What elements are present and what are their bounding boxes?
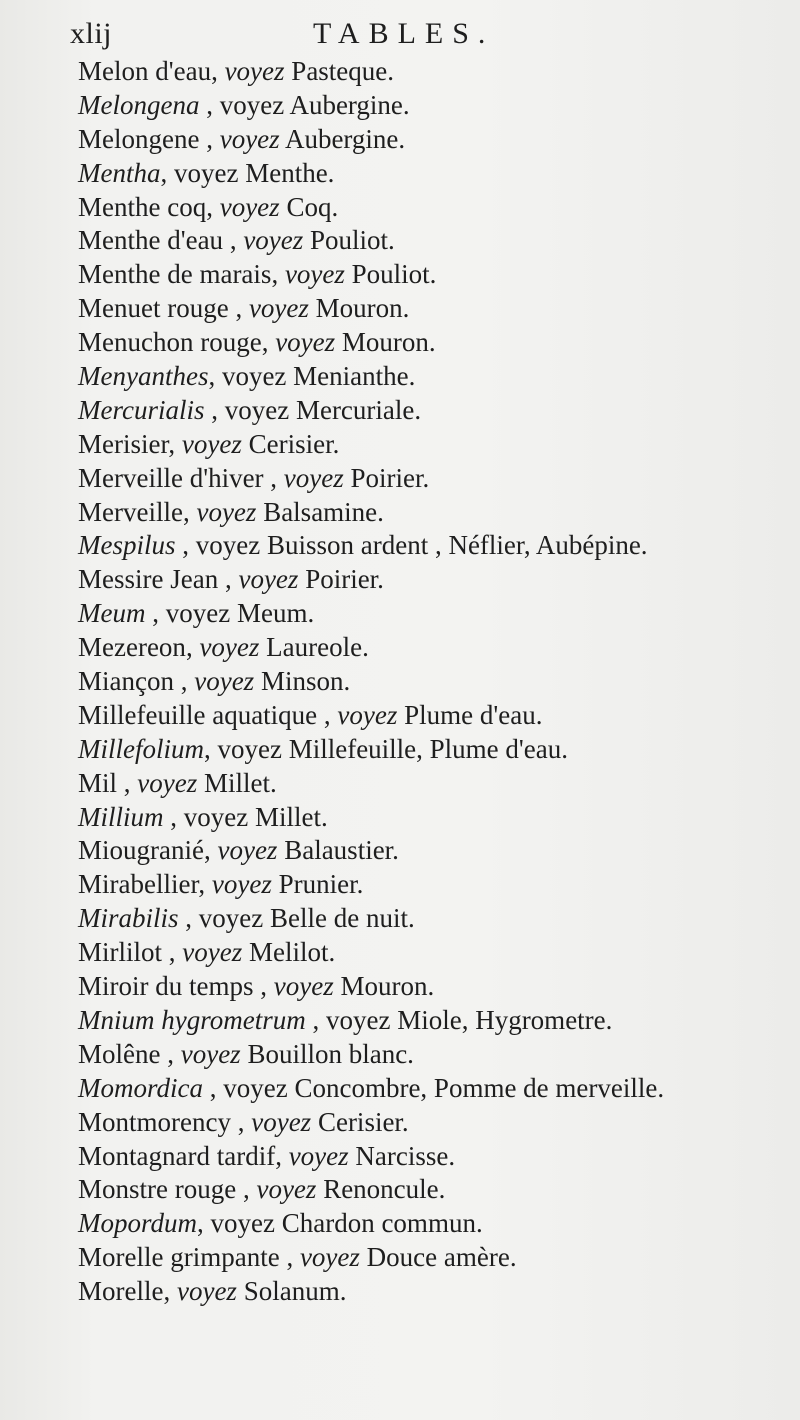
entry-target: Belle de nuit.	[263, 903, 415, 934]
entry-target: Aubergine.	[284, 89, 410, 120]
entry-separator: ,	[206, 191, 220, 222]
entry-separator: ,	[236, 1174, 257, 1205]
entry-separator: ,	[317, 699, 338, 730]
entry-separator: ,	[168, 428, 182, 459]
index-entry	[78, 359, 778, 393]
index-entry	[78, 596, 778, 630]
entry-voyez: voyez	[180, 1038, 241, 1069]
entry-separator: ,	[263, 462, 284, 493]
index-entry	[78, 1274, 778, 1308]
entry-target: Millet.	[197, 767, 277, 798]
entry-voyez: voyez	[199, 632, 260, 663]
entry-voyez: voyez	[283, 462, 344, 493]
index-entry	[78, 833, 778, 867]
index-entry	[78, 1071, 778, 1105]
entry-target: Pasteque.	[284, 56, 395, 86]
entry-headword: Montmorency	[78, 1106, 231, 1137]
index-entry	[78, 528, 778, 562]
entry-separator: ,	[185, 632, 200, 663]
entry-target: Cerisier.	[241, 428, 340, 459]
entry-voyez: voyez	[196, 496, 257, 527]
entry-voyez: voyez	[273, 971, 334, 1002]
page-title: TABLES.	[313, 17, 495, 50]
entry-headword: Millium	[78, 801, 164, 832]
index-entry	[78, 766, 778, 800]
entry-separator: ,	[204, 394, 225, 425]
entry-target: Miole, Hygrometre.	[390, 1004, 613, 1035]
entry-headword: Merveille d'hiver	[78, 462, 264, 493]
index-entry	[78, 800, 778, 834]
entry-separator: ,	[145, 598, 166, 629]
entry-voyez: voyez	[337, 699, 398, 730]
index-entry	[78, 630, 778, 664]
entry-voyez: voyez	[182, 937, 243, 968]
entry-headword: Menyanthes	[78, 361, 209, 392]
entry-target: Pouliot.	[303, 225, 395, 256]
entry-headword: Molêne	[78, 1038, 161, 1069]
entry-target: Plume d'eau.	[397, 699, 543, 730]
index-entry	[78, 1139, 778, 1173]
entry-voyez: voyez	[284, 259, 345, 290]
entry-target: Mouron.	[308, 293, 410, 324]
entry-voyez: voyez	[219, 89, 285, 120]
entry-separator: ,	[182, 496, 197, 527]
entry-target: Melilot.	[242, 937, 336, 968]
entry-target: Balsamine.	[256, 496, 384, 527]
index-entry	[78, 1003, 778, 1037]
entry-separator: ,	[197, 1208, 211, 1239]
entry-separator: ,	[230, 1106, 252, 1137]
entry-headword: Miançon	[78, 666, 174, 697]
entry-target: Douce amère.	[359, 1242, 517, 1273]
index-entry	[78, 54, 778, 88]
entry-headword: Menthe coq	[78, 191, 207, 222]
entry-headword: Menuet rouge	[78, 293, 229, 324]
entry-separator: ,	[211, 56, 225, 86]
index-entry	[78, 495, 778, 529]
entry-separator: ,	[178, 903, 199, 934]
entry-separator: ,	[208, 361, 222, 392]
entry-voyez: voyez	[248, 293, 309, 324]
entry-headword: Mirabilis	[78, 903, 179, 934]
entry-headword: Messire Jean	[78, 564, 219, 595]
entry-separator: ,	[117, 767, 138, 798]
entry-separator: ,	[160, 157, 174, 188]
index-entry	[78, 393, 778, 427]
index-entry	[78, 461, 778, 495]
entry-voyez: voyez	[224, 56, 285, 86]
entry-voyez: voyez	[210, 1208, 275, 1239]
entry-headword: Montagnard tardif	[78, 1140, 276, 1171]
entry-separator: ,	[279, 1242, 300, 1273]
entry-headword: Mil	[78, 767, 118, 798]
page-number: xlij	[70, 17, 113, 50]
entry-separator: ,	[163, 801, 184, 832]
entry-target: Mercuriale.	[289, 394, 422, 425]
entry-headword: Millefolium	[78, 733, 204, 764]
entry-separator: ,	[163, 1276, 177, 1307]
index-entry	[78, 901, 778, 935]
entry-voyez: voyez	[137, 767, 198, 798]
index-entry	[78, 1105, 778, 1139]
index-entry	[78, 223, 778, 257]
entry-voyez: voyez	[217, 733, 282, 764]
entry-separator: ,	[223, 225, 244, 256]
index-entry	[78, 325, 778, 359]
entry-separator: ,	[203, 733, 218, 764]
entry-target: Menianthe.	[286, 361, 416, 392]
index-entry	[78, 732, 778, 766]
index-entry	[78, 190, 778, 224]
entry-separator: ,	[199, 89, 220, 120]
entry-separator: ,	[202, 1072, 224, 1103]
entry-target: Millefeuille, Plume d'eau.	[281, 733, 568, 764]
entry-target: Meum.	[230, 598, 315, 629]
entry-target: Mouron.	[335, 327, 436, 358]
entry-target: Poirier.	[298, 564, 384, 595]
entry-voyez: voyez	[243, 225, 304, 256]
entry-voyez: voyez	[223, 1072, 288, 1103]
entry-separator: ,	[203, 835, 218, 866]
entry-headword: Merisier	[78, 428, 169, 459]
entry-headword: Mnium hygrometrum	[78, 1004, 306, 1035]
entry-headword: Merveille	[78, 496, 183, 527]
entry-headword: Miougranié	[78, 835, 204, 866]
entry-headword: Mentha	[78, 157, 161, 188]
index-entry	[78, 1037, 778, 1071]
entry-voyez: voyez	[288, 1140, 349, 1171]
entry-separator: ,	[173, 666, 195, 697]
entry-voyez: voyez	[173, 157, 239, 188]
entry-target: Chardon commun.	[274, 1208, 483, 1239]
entry-headword: Menthe de marais	[78, 259, 272, 290]
index-entry	[78, 1206, 778, 1240]
index-entry	[78, 88, 778, 122]
entry-voyez: voyez	[194, 666, 255, 697]
entry-headword: Millefeuille aquatique	[78, 699, 318, 730]
entry-voyez: voyez	[211, 869, 272, 900]
entry-headword: Morelle	[78, 1276, 164, 1307]
entry-target: Buisson ardent , Néflier, Aubépine.	[260, 530, 648, 561]
index-entry	[78, 935, 778, 969]
index-entry	[78, 122, 778, 156]
entry-headword: Momordica	[78, 1072, 203, 1103]
entry-headword: Morelle grimpante	[78, 1242, 280, 1273]
entry-target: Pouliot.	[344, 259, 437, 290]
entry-headword: Melongena	[78, 89, 200, 120]
entry-headword: Meum	[78, 598, 146, 629]
entry-separator: ,	[175, 530, 196, 561]
entry-voyez: voyez	[325, 1004, 391, 1035]
index-entry	[78, 698, 778, 732]
entry-headword: Mezereon	[78, 632, 186, 663]
entry-headword: Melon d'eau	[78, 56, 212, 86]
entry-target: Renoncule.	[316, 1174, 446, 1205]
entry-voyez: voyez	[251, 1106, 312, 1137]
entry-headword: Melongene	[78, 123, 200, 154]
entry-target: Laureole.	[259, 632, 369, 663]
entry-target: Bouillon blanc.	[240, 1038, 414, 1069]
index-entry	[78, 969, 778, 1003]
entry-voyez: voyez	[238, 564, 299, 595]
entry-target: Menthe.	[238, 157, 335, 188]
entry-headword: Menthe d'eau	[78, 225, 224, 256]
entry-target: Poirier.	[343, 462, 430, 493]
entry-voyez: voyez	[256, 1174, 317, 1205]
index-entry	[78, 664, 778, 698]
entry-target: Cerisier.	[311, 1106, 409, 1137]
entry-separator: ,	[305, 1004, 326, 1035]
entry-target: Minson.	[254, 666, 351, 697]
entry-voyez: voyez	[195, 530, 261, 561]
entry-voyez: voyez	[219, 191, 280, 222]
index-entry	[78, 257, 778, 291]
entry-separator: ,	[275, 1140, 289, 1171]
entry-voyez: voyez	[176, 1276, 237, 1307]
entry-separator: ,	[160, 1038, 181, 1069]
entry-headword: Menuchon rouge	[78, 327, 262, 358]
entry-separator: ,	[253, 971, 274, 1002]
index-entry	[78, 562, 778, 596]
index-entry	[78, 156, 778, 190]
entry-target: Coq.	[279, 191, 339, 222]
entry-headword: Mirabellier	[78, 869, 199, 900]
entry-target: Mouron.	[333, 971, 435, 1002]
entry-voyez: voyez	[224, 394, 290, 425]
entry-separator: ,	[261, 327, 276, 358]
entry-voyez: voyez	[275, 327, 336, 358]
index-entry	[78, 1172, 778, 1206]
entry-headword: Monstre rouge	[78, 1174, 237, 1205]
entry-separator: ,	[199, 123, 220, 154]
index-entries	[78, 54, 778, 1308]
entry-headword: Mercurialis	[78, 394, 205, 425]
entry-voyez: voyez	[299, 1242, 360, 1273]
entry-target: Narcisse.	[348, 1140, 456, 1171]
index-entry	[78, 427, 778, 461]
entry-separator: ,	[162, 937, 183, 968]
entry-headword: Mopordum	[78, 1208, 197, 1239]
entry-target: Prunier.	[271, 869, 364, 900]
entry-voyez: voyez	[221, 361, 287, 392]
index-entry	[78, 1240, 778, 1274]
entry-headword: Mespilus	[78, 530, 176, 561]
entry-separator: ,	[198, 869, 212, 900]
entry-voyez: voyez	[183, 801, 249, 832]
entry-separator: ,	[228, 293, 249, 324]
index-entry	[78, 291, 778, 325]
entry-headword: Miroir du temps	[78, 971, 254, 1002]
entry-headword: Mirlilot	[78, 937, 163, 968]
entry-target: Millet.	[248, 801, 328, 832]
entry-target: Balaustier.	[277, 835, 399, 866]
entry-voyez: voyez	[181, 428, 242, 459]
entry-voyez: voyez	[198, 903, 264, 934]
entry-separator: ,	[271, 259, 285, 290]
entry-separator: ,	[218, 564, 239, 595]
entry-voyez: voyez	[217, 835, 278, 866]
index-entry	[78, 867, 778, 901]
entry-target: Aubergine.	[279, 123, 406, 154]
running-header	[70, 14, 550, 54]
entry-voyez: voyez	[219, 123, 280, 154]
entry-target: Concombre, Pomme de merveille.	[287, 1072, 665, 1103]
entry-target: Solanum.	[236, 1276, 347, 1307]
entry-voyez: voyez	[165, 598, 231, 629]
